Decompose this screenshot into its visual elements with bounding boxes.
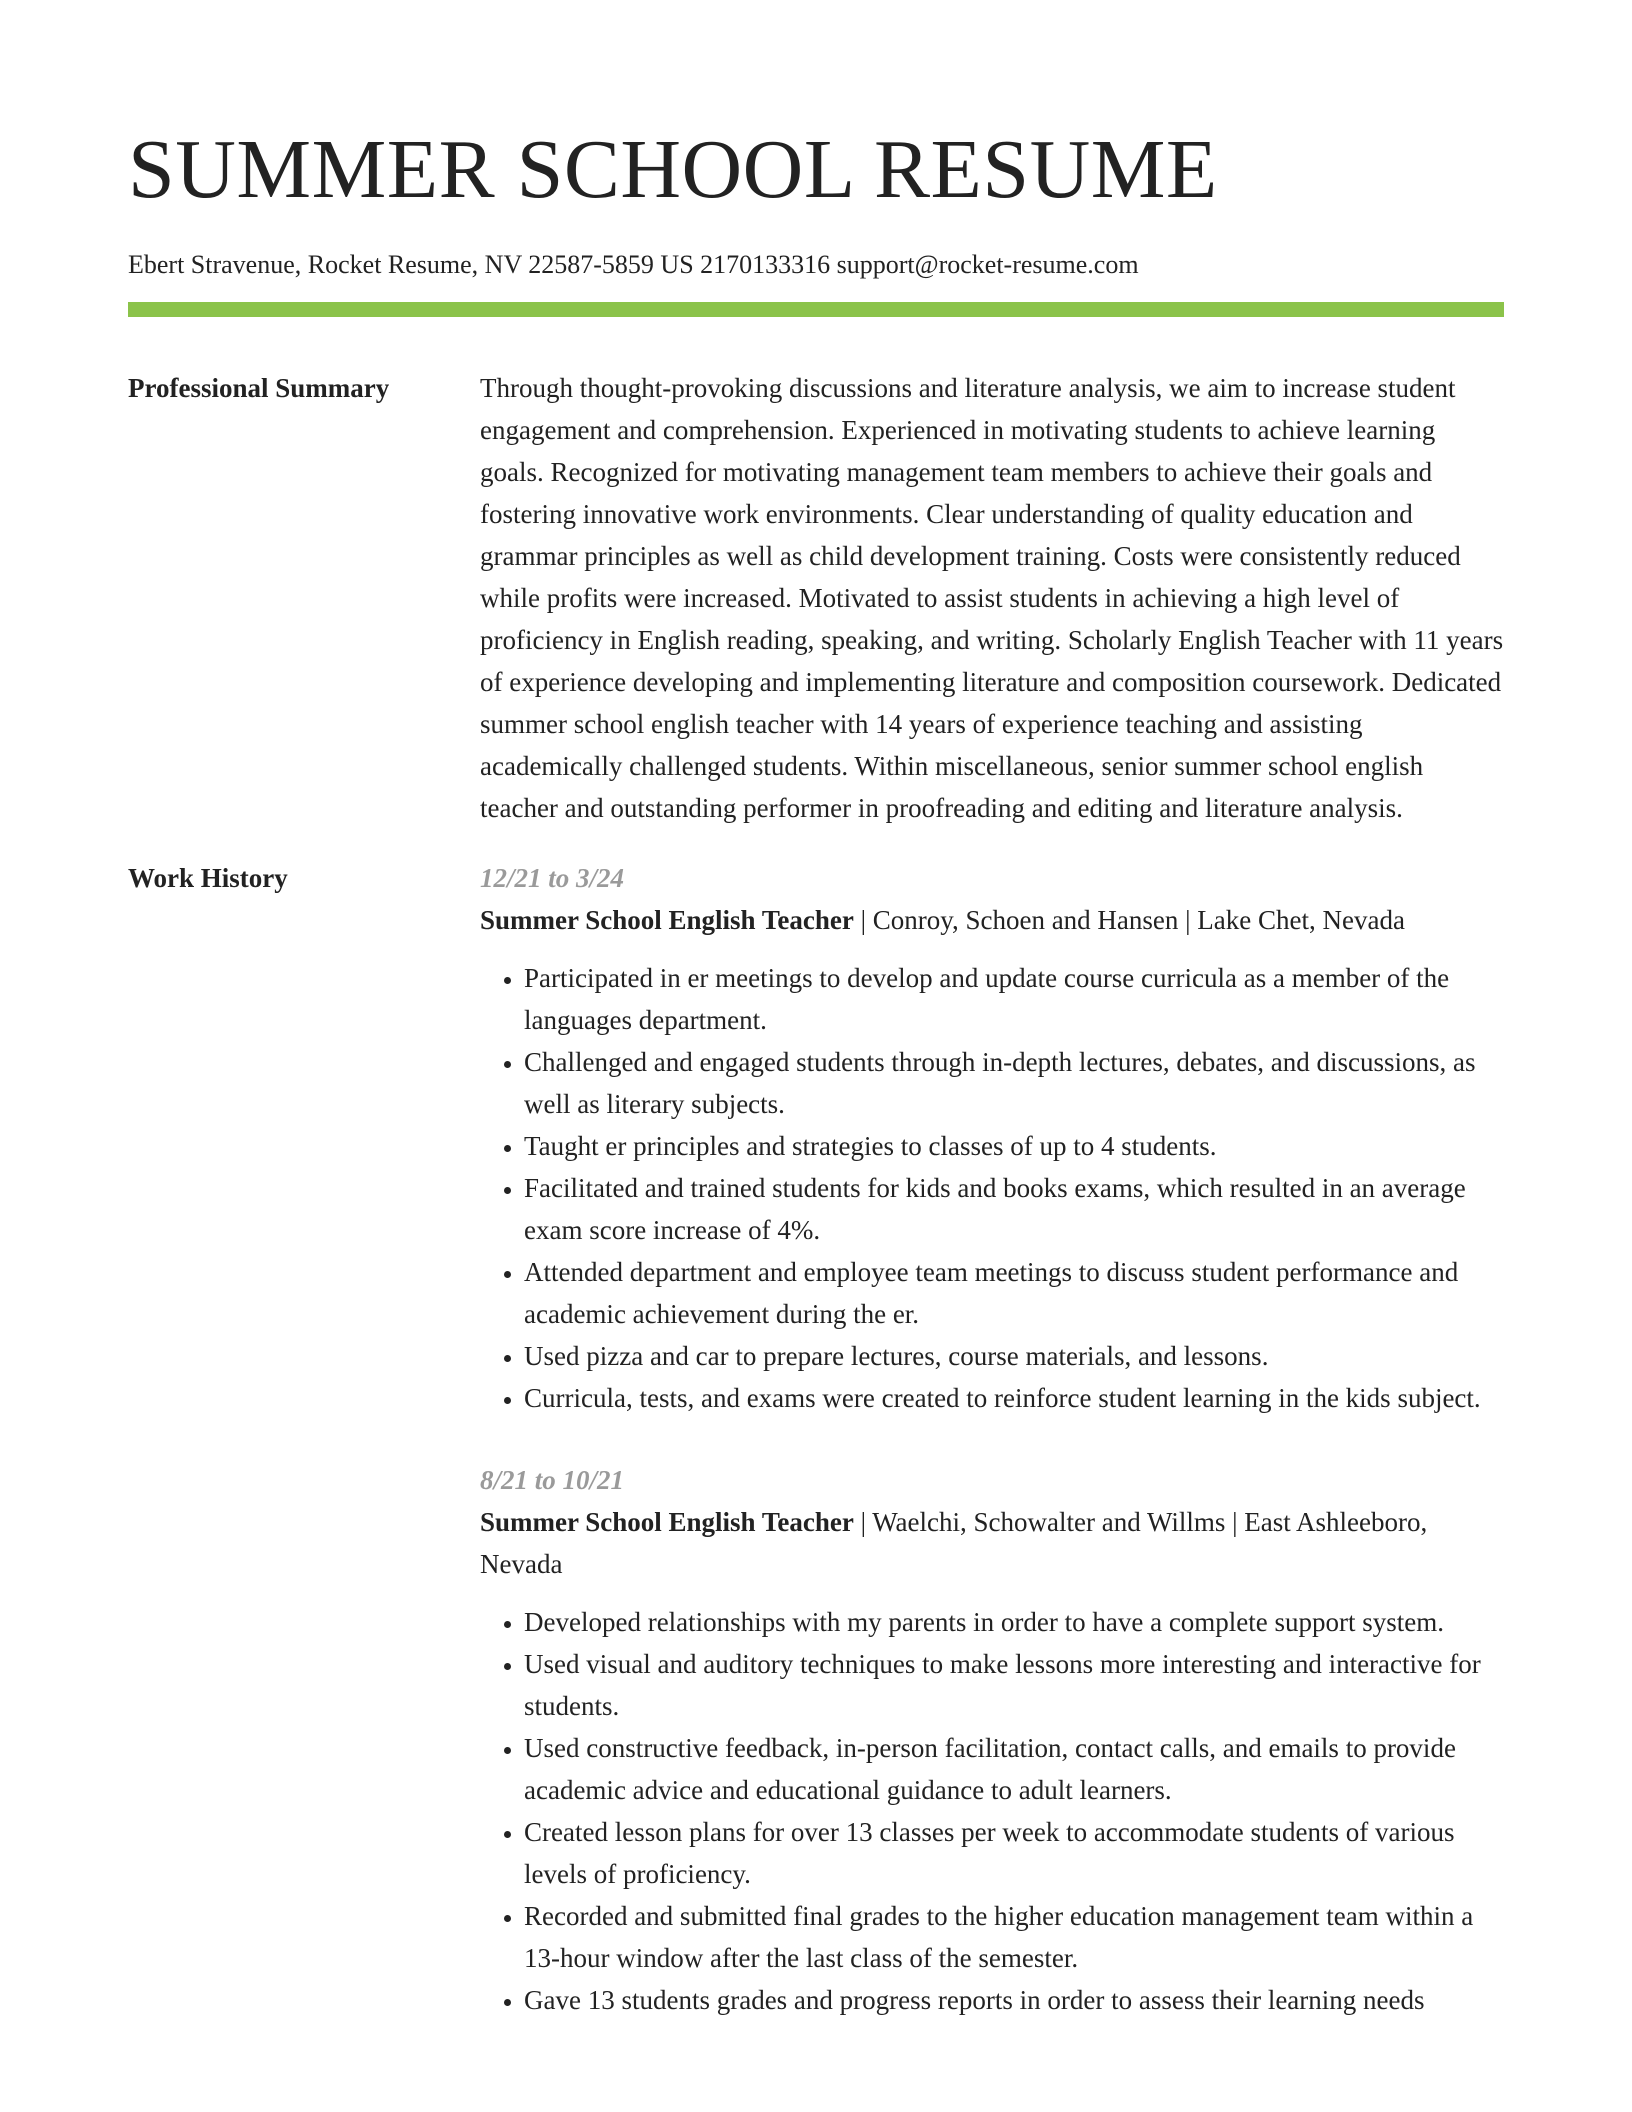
section-title-work: Work History [128,863,288,893]
job-dates: 8/21 to 10/21 [480,1465,625,1495]
professional-summary-section [128,367,1504,829]
header-divider [128,302,1504,317]
job-bullet: • Gave 13 students grades and progress reports in order to assess their learning needs [524,1979,1504,2021]
job-bullet: • Used constructive feedback, in-person facilitation, contact calls, and emails to provide academic advice and educational guidance to adult learners. [524,1727,1504,1811]
job-bullet: • Participated in er meetings to develop and update course curricula as a member of the languages department. [524,957,1504,1041]
job-details: | Waelchi, Schowalter and Willms | East Ashleeboro, Nevada [480,1507,1428,1579]
job-bullet: • Taught er principles and strategies to classes of up to 4 students. [524,1125,1504,1167]
job-entry [480,1459,1504,2021]
job-bullet: • Used visual and auditory techniques to make lessons more interesting and interactive for students. [524,1643,1504,1727]
job-header [480,1501,1504,1585]
section-title-summary: Professional Summary [128,373,390,403]
job-bullet: • Used pizza and car to prepare lectures, course materials, and lessons. [524,1335,1504,1377]
job-bullet: • Facilitated and trained students for kids and books exams, which resulted in an average exam score increase of 4%. [524,1167,1504,1251]
job-bullet-list [480,957,1504,1419]
job-details: | Conroy, Schoen and Hansen | Lake Chet, Nevada [853,905,1405,935]
job-header [480,899,1504,941]
job-title: Summer School English Teacher [480,905,854,935]
resume-title: SUMMER SCHOOL RESUME [128,123,1218,216]
job-bullet: • Curricula, tests, and exams were created to reinforce student learning in the kids subject. [524,1377,1504,1419]
job-bullet: • Attended department and employee team meetings to discuss student performance and academic achievement during the er. [524,1251,1504,1335]
summary-body [480,367,1504,829]
job-entry [480,857,1504,1419]
work-history-section [128,857,1504,2035]
work-history-body [480,857,1504,2035]
job-bullet: • Developed relationships with my parents in order to have a complete support system. [524,1601,1504,1643]
job-bullet: • Challenged and engaged students through in-depth lectures, debates, and discussions, as well as literary subjects. [524,1041,1504,1125]
contact-line: Ebert Stravenue, Rocket Resume, NV 22587-5859 US 2170133316 support@rocket-resume.com [128,250,1139,279]
job-bullet-list [480,1601,1504,2021]
job-bullet: • Recorded and submitted final grades to the higher education management team within a 13-hour window after the last class of the semester. [524,1895,1504,1979]
job-dates: 12/21 to 3/24 [480,863,625,893]
job-title: Summer School English Teacher [480,1507,854,1537]
summary-text: Through thought-provoking discussions and literature analysis, we aim to increase student engagement and comprehension. Experienced in motivating students to achieve learning goals. Recognized for motivating management team members to achieve their goals and fostering innovative work environments. Clear understanding of quality education and grammar principles as well as child development training. Costs were consistently reduced while profits were increased. Motivated to assist students in achieving a high level of proficiency in English reading, speaking, and writing. Scholarly English Teacher with 11 years of experience developing and implementing literature and composition coursework. Dedicated summer school english teacher with 14 years of experience teaching and assisting academically challenged students. Within miscellaneous, senior summer school english teacher and outstanding performer in proofreading and editing and literature analysis. [480,373,1504,823]
job-bullet: • Created lesson plans for over 13 classes per week to accommodate students of various levels of proficiency. [524,1811,1504,1895]
